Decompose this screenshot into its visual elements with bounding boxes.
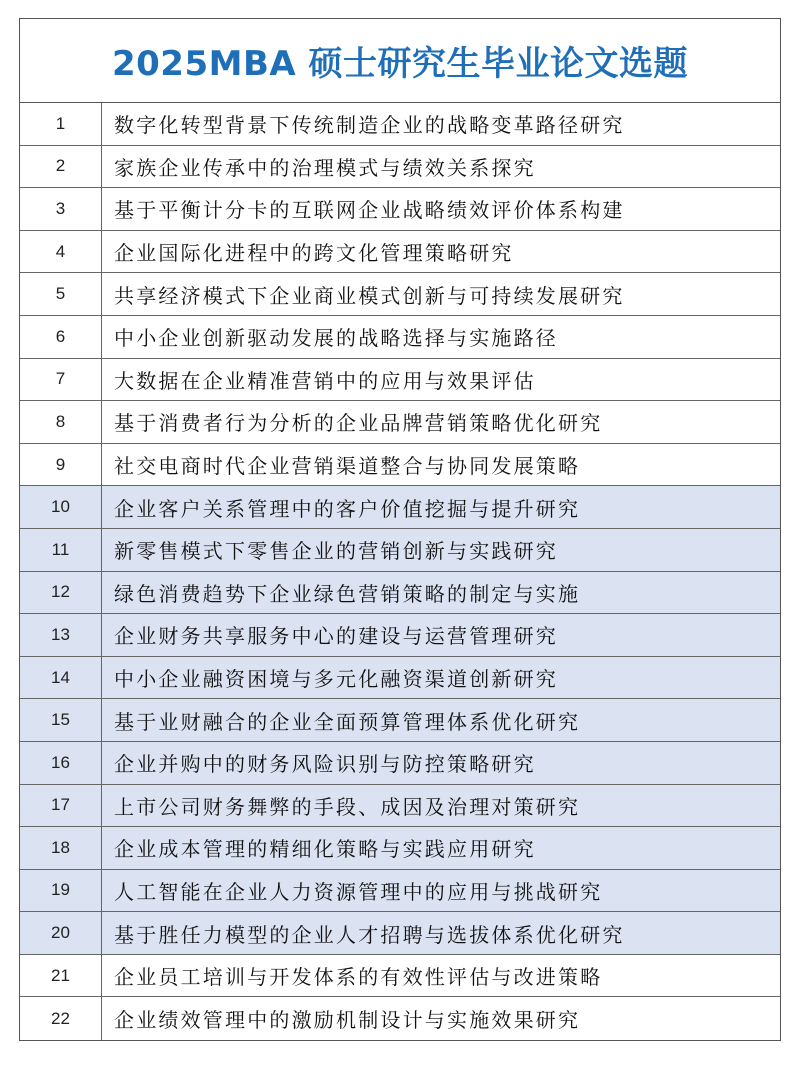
row-number: 21 [20, 955, 102, 997]
row-topic: 上市公司财务舞弊的手段、成因及治理对策研究 [114, 794, 581, 819]
row-number: 16 [20, 742, 102, 784]
title-cell [20, 19, 780, 103]
row-number: 10 [20, 486, 102, 528]
table-row [20, 231, 780, 274]
table-body [20, 103, 780, 1040]
row-number: 14 [20, 657, 102, 699]
row-number: 15 [20, 699, 102, 741]
row-topic: 大数据在企业精准营销中的应用与效果评估 [114, 368, 536, 393]
row-number: 11 [20, 529, 102, 571]
table-row [20, 316, 780, 359]
row-topic: 基于消费者行为分析的企业品牌营销策略优化研究 [114, 411, 603, 436]
table-row [20, 188, 780, 231]
table-row [20, 997, 780, 1040]
row-number: 22 [20, 997, 102, 1040]
row-number: 7 [20, 359, 102, 401]
row-topic: 社交电商时代企业营销渠道整合与协同发展策略 [114, 454, 581, 479]
row-topic: 基于平衡计分卡的互联网企业战略绩效评价体系构建 [114, 198, 625, 223]
row-number: 18 [20, 827, 102, 869]
table-row [20, 486, 780, 529]
row-topic: 企业绩效管理中的激励机制设计与实施效果研究 [114, 1008, 581, 1033]
table-row [20, 870, 780, 913]
row-topic: 基于胜任力模型的企业人才招聘与选拔体系优化研究 [114, 922, 625, 947]
table-row [20, 359, 780, 402]
table-row [20, 742, 780, 785]
row-number: 20 [20, 912, 102, 954]
page-title: 2025MBA 硕士研究生毕业论文选题 [111, 44, 689, 84]
row-topic: 基于业财融合的企业全面预算管理体系优化研究 [114, 709, 581, 734]
table-row [20, 699, 780, 742]
row-topic: 企业财务共享服务中心的建设与运营管理研究 [114, 624, 558, 649]
row-number: 8 [20, 401, 102, 443]
table-row [20, 273, 780, 316]
row-topic: 绿色消费趋势下企业绿色营销策略的制定与实施 [114, 581, 581, 606]
row-number: 9 [20, 444, 102, 486]
row-number: 12 [20, 572, 102, 614]
table-row [20, 785, 780, 828]
table-row [20, 444, 780, 487]
row-number: 2 [20, 146, 102, 188]
row-topic: 数字化转型背景下传统制造企业的战略变革路径研究 [114, 113, 625, 138]
row-topic: 家族企业传承中的治理模式与绩效关系探究 [114, 155, 536, 180]
row-topic: 企业成本管理的精细化策略与实践应用研究 [114, 837, 536, 862]
thesis-topics-table [19, 18, 781, 1041]
table-row [20, 614, 780, 657]
row-number: 19 [20, 870, 102, 912]
table-row [20, 146, 780, 189]
table-row [20, 657, 780, 700]
row-topic: 人工智能在企业人力资源管理中的应用与挑战研究 [114, 879, 603, 904]
row-topic: 新零售模式下零售企业的营销创新与实践研究 [114, 539, 558, 564]
table-row [20, 529, 780, 572]
table-row [20, 401, 780, 444]
row-topic: 中小企业创新驱动发展的战略选择与实施路径 [114, 326, 558, 351]
row-number: 6 [20, 316, 102, 358]
row-topic: 中小企业融资困境与多元化融资渠道创新研究 [114, 667, 558, 692]
table-row [20, 103, 780, 146]
row-number: 13 [20, 614, 102, 656]
row-topic: 企业国际化进程中的跨文化管理策略研究 [114, 241, 514, 266]
table-row [20, 912, 780, 955]
row-number: 4 [20, 231, 102, 273]
table-row [20, 955, 780, 998]
row-number: 1 [20, 103, 102, 145]
row-number: 17 [20, 785, 102, 827]
row-number: 5 [20, 273, 102, 315]
row-topic: 企业客户关系管理中的客户价值挖掘与提升研究 [114, 496, 581, 521]
row-topic: 企业员工培训与开发体系的有效性评估与改进策略 [114, 965, 603, 990]
row-topic: 企业并购中的财务风险识别与防控策略研究 [114, 752, 536, 777]
row-number: 3 [20, 188, 102, 230]
table-row [20, 827, 780, 870]
table-row [20, 572, 780, 615]
row-topic: 共享经济模式下企业商业模式创新与可持续发展研究 [114, 283, 625, 308]
